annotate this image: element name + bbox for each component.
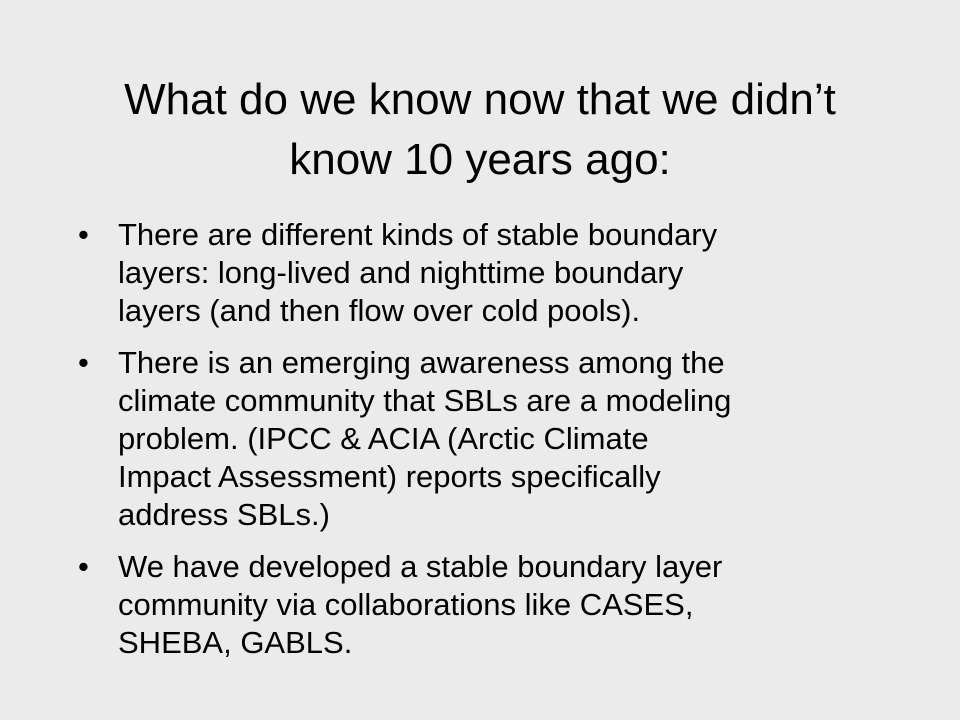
title-line: What do we know now that we didn’t xyxy=(124,75,836,124)
bullet-text-line: layers: long-lived and nighttime boundary xyxy=(118,255,684,290)
bullet-text-line: community via collaborations like CASES, xyxy=(118,587,694,622)
bullet-item xyxy=(78,344,878,534)
bullet-text-line: SHEBA, GABLS. xyxy=(118,625,353,660)
bullet-icon: • xyxy=(78,549,89,584)
slide-title xyxy=(60,70,900,190)
bullet-icon: • xyxy=(78,217,89,252)
bullet-text-line: address SBLs.) xyxy=(118,497,330,532)
bullet-text-line: layers (and then flow over cold pools). xyxy=(118,293,641,328)
bullet-text-line: climate community that SBLs are a modeling xyxy=(118,383,732,418)
title-line: know 10 years ago: xyxy=(289,135,671,184)
bullet-item xyxy=(78,548,878,662)
bullet-text-line: There is an emerging awareness among the xyxy=(118,345,725,380)
bullet-text-line: Impact Assessment) reports specifically xyxy=(118,459,661,494)
bullet-list xyxy=(78,216,878,676)
bullet-text-line: We have developed a stable boundary layer xyxy=(118,549,723,584)
bullet-item xyxy=(78,216,878,330)
bullet-icon: • xyxy=(78,345,89,380)
bullet-text-line: There are different kinds of stable boundary xyxy=(118,217,718,252)
bullet-text-line: problem. (IPCC & ACIA (Arctic Climate xyxy=(118,421,649,456)
